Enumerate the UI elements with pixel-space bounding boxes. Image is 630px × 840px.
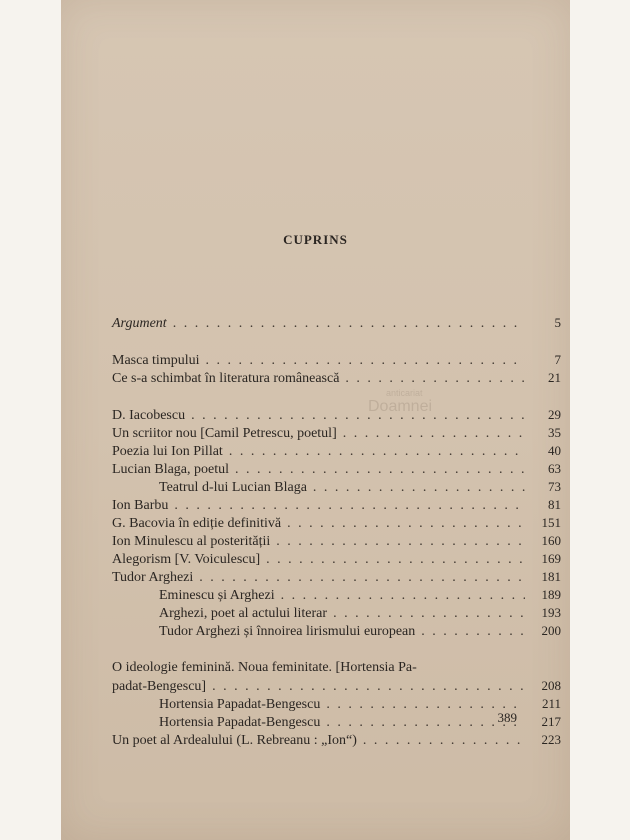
toc-entry-page: 211 [541,696,561,711]
toc-entry-page: 21 [548,370,561,385]
leader-dots [313,479,525,497]
toc-entry-page: 160 [541,533,561,548]
toc-entry-page: 151 [541,515,561,530]
toc-entry [112,604,561,622]
toc-entry-label: Masca timpului [112,353,200,368]
toc-entry [112,622,561,640]
toc-entry-label: Ion Minulescu al posterității [112,534,271,549]
toc-entry-label: padat-Bengescu] [112,679,207,694]
toc-entry-page: 193 [541,605,561,620]
leader-dots [173,315,525,333]
leader-dots [235,461,525,479]
leader-dots [326,696,525,714]
toc-entry-label: Ce s-a schimbat în literatura românească [112,371,340,386]
toc-entry-label: Tudor Arghezi [112,570,194,585]
toc-entry [112,351,561,369]
toc-entry-page: 181 [541,569,561,584]
toc-entry [112,713,561,731]
leader-dots [333,605,525,623]
toc-entry-page: 208 [541,678,561,693]
toc-entry [112,550,561,568]
toc-entry-label: Alegorism [V. Voiculescu] [112,552,261,567]
toc-entry [112,532,561,550]
leader-dots [206,352,526,370]
toc-entry-page: 40 [548,443,561,458]
toc-entry [112,568,561,586]
toc-entry-page: 73 [548,479,561,494]
toc-entry-label: Hortensia Papadat-Bengescu [159,697,321,712]
book-page [61,0,570,840]
leader-dots [281,587,525,605]
leader-dots [343,425,525,443]
leader-dots [326,714,525,732]
table-of-contents [112,314,561,749]
page-number: 389 [497,710,517,725]
toc-entry-label: Un poet al Ardealului (L. Rebreanu : „Ion“) [112,733,357,748]
toc-entry-page: 35 [548,425,561,440]
toc-entry [112,424,561,442]
toc-entry-label: Ion Barbu [112,498,169,513]
toc-entry [112,406,561,424]
toc-entry [112,731,561,749]
toc-entry-page: 7 [554,352,561,367]
svg-text:Doamnei: Doamnei [368,398,433,415]
toc-entry [112,659,561,677]
toc-entry-label: Un scriitor nou [Camil Petrescu, poetul] [112,426,337,441]
leader-dots [229,443,525,461]
toc-entry-label: G. Bacovia în ediție definitivă [112,516,282,531]
toc-entry-label: Argument [112,316,167,331]
toc-entry-label: Poezia lui Ion Pillat [112,444,223,459]
toc-entry-page: 200 [541,623,561,638]
toc-entry-page: 81 [548,497,561,512]
leader-dots [199,569,525,587]
toc-entry-label: Teatrul d-lui Lucian Blaga [159,480,307,495]
leader-dots [266,551,525,569]
toc-entry [112,460,561,478]
leader-dots [421,623,525,641]
toc-entry-page: 63 [548,461,561,476]
toc-entry [112,586,561,604]
toc-entry-label: Tudor Arghezi și înnoirea lirismului european [159,624,416,639]
toc-title: CUPRINS [283,232,348,247]
leader-dots [363,732,525,750]
leader-dots [287,515,525,533]
toc-entry-label: Hortensia Papadat-Bengescu [159,715,321,730]
leader-dots [276,533,525,551]
toc-entry-label: O ideologie feminină. Noua feminitate. [Hortensia Pa- [112,660,417,675]
toc-entry [112,442,561,460]
toc-entry [112,478,561,496]
leader-dots [212,678,525,696]
toc-entry [112,514,561,532]
toc-entry-label: Eminescu și Arghezi [159,588,275,603]
toc-entry [112,677,561,695]
leader-dots [191,407,525,425]
toc-entry-page: 189 [541,587,561,602]
watermark-logo [366,385,456,415]
leader-dots [174,497,525,515]
toc-entry [112,369,561,387]
toc-entry [112,496,561,514]
toc-entry [112,695,561,713]
toc-entry-page: 217 [541,714,561,729]
toc-entry-page: 5 [554,315,561,330]
toc-entry [112,314,561,332]
toc-entry-label: D. Iacobescu [112,408,186,423]
toc-entry-page: 223 [541,732,561,747]
toc-entry-label: Arghezi, poet al actului literar [159,606,328,621]
toc-entry-page: 169 [541,551,561,566]
toc-entry-page: 29 [548,407,561,422]
svg-text:anticariat: anticariat [386,388,423,398]
toc-entry-label: Lucian Blaga, poetul [112,462,230,477]
